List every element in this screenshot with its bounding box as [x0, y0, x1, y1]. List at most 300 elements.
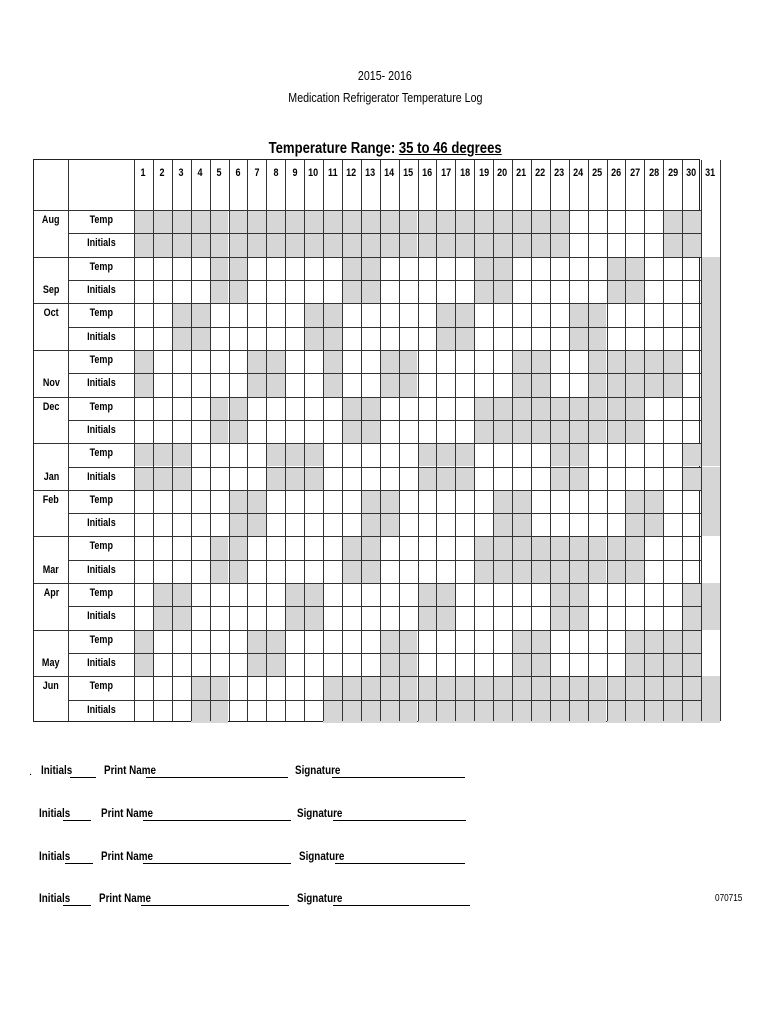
day-number: 26 [610, 167, 621, 179]
shaded-cell [380, 490, 399, 513]
initials-row-label: Initials [86, 657, 116, 670]
row-divider [68, 467, 701, 468]
initials-label: Initials [39, 849, 71, 863]
day-column-divider [210, 160, 211, 721]
shaded-cell [285, 443, 304, 466]
shaded-cell [304, 327, 323, 350]
shaded-cell [436, 233, 455, 256]
shaded-cell [153, 210, 172, 233]
shaded-cell [569, 536, 588, 559]
shaded-cell [474, 676, 493, 699]
day-column-divider [247, 160, 248, 721]
month-label: Sep [42, 283, 60, 296]
shaded-cell [701, 350, 720, 373]
shaded-cell [172, 606, 191, 629]
shaded-cell [512, 560, 531, 583]
shaded-cell [247, 630, 266, 653]
shaded-cell [436, 606, 455, 629]
shaded-cell [663, 700, 682, 723]
month-label: Dec [42, 400, 60, 413]
day-column-divider [399, 160, 400, 721]
shaded-cell [266, 373, 285, 396]
shaded-cell [323, 303, 342, 326]
shaded-cell [455, 676, 474, 699]
temp-row-label: Temp [89, 540, 113, 553]
temp-row-label: Temp [89, 587, 113, 600]
row-divider [68, 233, 701, 234]
shaded-cell [210, 280, 229, 303]
shaded-cell [682, 583, 701, 606]
day-number: 27 [629, 167, 640, 179]
range-prefix: Temperature Range: [268, 140, 399, 157]
shaded-cell [134, 443, 153, 466]
shaded-cell [418, 700, 437, 723]
shaded-cell [625, 560, 644, 583]
month-label: Nov [42, 377, 60, 390]
shaded-cell [342, 210, 361, 233]
shaded-cell [418, 676, 437, 699]
shaded-cell [625, 653, 644, 676]
shaded-cell [380, 676, 399, 699]
print-name-line[interactable] [143, 863, 291, 864]
shaded-cell [229, 257, 248, 280]
shaded-cell [531, 676, 550, 699]
shaded-cell [682, 676, 701, 699]
shaded-cell [191, 233, 210, 256]
shaded-cell [285, 467, 304, 490]
shaded-cell [229, 536, 248, 559]
shaded-cell [380, 513, 399, 536]
day-column-divider [342, 160, 343, 721]
temp-row-label: Temp [89, 307, 113, 320]
shaded-cell [342, 257, 361, 280]
day-column-divider [493, 160, 494, 721]
shaded-cell [380, 700, 399, 723]
shaded-cell [474, 257, 493, 280]
day-number: 19 [478, 167, 489, 179]
shaded-cell [361, 233, 380, 256]
shaded-cell [266, 653, 285, 676]
shaded-cell [436, 443, 455, 466]
day-column-divider [625, 160, 626, 721]
signature-line[interactable] [332, 777, 465, 778]
shaded-cell [361, 210, 380, 233]
shaded-cell [701, 397, 720, 420]
signature-row [0, 891, 770, 911]
shaded-cell [588, 560, 607, 583]
month-label: Feb [42, 493, 60, 506]
shaded-cell [229, 397, 248, 420]
shaded-cell [625, 490, 644, 513]
shaded-cell [682, 700, 701, 723]
day-column-divider [701, 160, 702, 721]
shaded-cell [701, 676, 720, 699]
shaded-cell [342, 420, 361, 443]
month-divider [34, 583, 701, 584]
shaded-cell [210, 420, 229, 443]
shaded-cell [474, 397, 493, 420]
shaded-cell [455, 700, 474, 723]
shaded-cell [380, 630, 399, 653]
shaded-cell [512, 630, 531, 653]
print-name-line[interactable] [146, 777, 288, 778]
initials-row-label: Initials [86, 237, 116, 250]
shaded-cell [172, 327, 191, 350]
shaded-cell [588, 303, 607, 326]
day-number: 17 [440, 167, 451, 179]
shaded-cell [682, 443, 701, 466]
initials-line[interactable] [65, 863, 93, 864]
shaded-cell [153, 467, 172, 490]
day-column-divider [569, 160, 570, 721]
shaded-cell [436, 303, 455, 326]
temp-row-label: Temp [89, 493, 113, 506]
month-label: Jun [42, 680, 60, 693]
day-number: 21 [516, 167, 527, 179]
month-divider [34, 536, 701, 537]
shaded-cell [304, 443, 323, 466]
shaded-cell [644, 490, 663, 513]
shaded-cell [569, 327, 588, 350]
day-column-divider [607, 160, 608, 721]
print-name-line[interactable] [141, 905, 289, 906]
shaded-cell [342, 280, 361, 303]
shaded-cell [418, 210, 437, 233]
day-column-divider [191, 160, 192, 721]
shaded-cell [625, 373, 644, 396]
day-column-divider [285, 160, 286, 721]
shaded-cell [134, 350, 153, 373]
day-column-divider [720, 160, 721, 721]
shaded-cell [569, 397, 588, 420]
shaded-cell [247, 350, 266, 373]
shaded-cell [474, 536, 493, 559]
shaded-cell [569, 443, 588, 466]
day-number: 2 [159, 167, 165, 179]
shaded-cell [512, 397, 531, 420]
day-column-divider [682, 160, 683, 721]
row-divider [68, 560, 701, 561]
shaded-cell [663, 630, 682, 653]
shaded-cell [323, 373, 342, 396]
day-column-divider [436, 160, 437, 721]
day-number: 9 [292, 167, 298, 179]
shaded-cell [607, 560, 626, 583]
shaded-cell [247, 210, 266, 233]
day-column-divider [304, 160, 305, 721]
shaded-cell [701, 257, 720, 280]
day-column-divider [172, 160, 173, 721]
shaded-cell [588, 700, 607, 723]
shaded-cell [512, 420, 531, 443]
print-name-line[interactable] [143, 820, 291, 821]
shaded-cell [323, 210, 342, 233]
shaded-cell [285, 233, 304, 256]
shaded-cell [625, 513, 644, 536]
day-number: 29 [667, 167, 678, 179]
print-name-label: Print Name [101, 806, 153, 820]
shaded-cell [380, 373, 399, 396]
shaded-cell [266, 467, 285, 490]
shaded-cell [361, 490, 380, 513]
month-divider [34, 443, 701, 444]
row-divider [68, 373, 701, 374]
shaded-cell [304, 583, 323, 606]
shaded-cell [531, 397, 550, 420]
shaded-cell [569, 467, 588, 490]
shaded-cell [550, 210, 569, 233]
day-number: 31 [705, 167, 716, 179]
day-column-divider [361, 160, 362, 721]
shaded-cell [474, 560, 493, 583]
shaded-cell [210, 560, 229, 583]
shaded-cell [474, 210, 493, 233]
shaded-cell [512, 210, 531, 233]
shaded-cell [361, 420, 380, 443]
shaded-cell [266, 233, 285, 256]
shaded-cell [323, 700, 342, 723]
shaded-cell [701, 513, 720, 536]
shaded-cell [210, 397, 229, 420]
shaded-cell [247, 513, 266, 536]
shaded-cell [625, 630, 644, 653]
shaded-cell [531, 350, 550, 373]
shaded-cell [285, 210, 304, 233]
shaded-cell [550, 583, 569, 606]
log-title: Medication Refrigerator Temperature Log [287, 90, 483, 105]
day-column-divider [266, 160, 267, 721]
shaded-cell [436, 327, 455, 350]
shaded-cell [493, 210, 512, 233]
shaded-cell [361, 280, 380, 303]
day-number: 4 [197, 167, 203, 179]
temp-row-label: Temp [89, 214, 113, 226]
day-column-divider [474, 160, 475, 721]
shaded-cell [172, 443, 191, 466]
signature-line[interactable] [333, 820, 466, 821]
shaded-cell [134, 467, 153, 490]
shaded-cell [474, 280, 493, 303]
row-divider [68, 606, 701, 607]
day-number: 6 [235, 167, 241, 179]
shaded-cell [304, 233, 323, 256]
day-number: 15 [403, 167, 414, 179]
shaded-cell [569, 583, 588, 606]
shaded-cell [550, 676, 569, 699]
month-divider [34, 350, 701, 351]
shaded-cell [455, 443, 474, 466]
shaded-cell [644, 350, 663, 373]
initials-row-label: Initials [86, 377, 116, 390]
shaded-cell [229, 210, 248, 233]
temp-row-label: Temp [89, 260, 113, 273]
shaded-cell [493, 397, 512, 420]
initials-row-label: Initials [86, 330, 116, 343]
month-divider [34, 630, 701, 631]
shaded-cell [550, 420, 569, 443]
day-column-divider [418, 160, 419, 721]
shaded-cell [493, 513, 512, 536]
month-label: Jan [43, 470, 59, 483]
shaded-cell [607, 420, 626, 443]
shaded-cell [304, 467, 323, 490]
shaded-cell [493, 257, 512, 280]
shaded-cell [361, 536, 380, 559]
shaded-cell [569, 606, 588, 629]
day-column-divider [588, 160, 589, 721]
day-column-divider [323, 160, 324, 721]
temp-row-label: Temp [89, 633, 113, 646]
shaded-cell [323, 233, 342, 256]
day-column-divider [455, 160, 456, 721]
shaded-cell [399, 630, 418, 653]
shaded-cell [361, 700, 380, 723]
day-number: 25 [592, 167, 603, 179]
signature-line[interactable] [333, 905, 470, 906]
shaded-cell [663, 373, 682, 396]
day-number: 8 [273, 167, 279, 179]
shaded-cell [512, 513, 531, 536]
shaded-cell [229, 560, 248, 583]
shaded-cell [153, 606, 172, 629]
shaded-cell [588, 536, 607, 559]
row-divider [68, 653, 701, 654]
month-divider [34, 676, 701, 677]
temp-row-label: Temp [89, 680, 113, 693]
shaded-cell [607, 280, 626, 303]
day-column-divider [153, 160, 154, 721]
signature-line[interactable] [335, 863, 465, 864]
shaded-cell [229, 490, 248, 513]
shaded-cell [663, 676, 682, 699]
shaded-cell [304, 606, 323, 629]
day-column-divider [550, 160, 551, 721]
shaded-cell [134, 210, 153, 233]
shaded-cell [380, 210, 399, 233]
day-column-divider [229, 160, 230, 721]
shaded-cell [210, 700, 229, 723]
print-name-label: Print Name [99, 891, 151, 905]
shaded-cell [210, 233, 229, 256]
shaded-cell [550, 560, 569, 583]
day-number: 10 [308, 167, 319, 179]
day-number: 5 [216, 167, 222, 179]
shaded-cell [380, 233, 399, 256]
day-number: 30 [686, 167, 697, 179]
initials-line[interactable] [63, 820, 91, 821]
signature-label: Signature [297, 891, 343, 905]
shaded-cell [607, 350, 626, 373]
row-divider [68, 280, 701, 281]
shaded-cell [531, 700, 550, 723]
shaded-cell [644, 653, 663, 676]
shaded-cell [644, 513, 663, 536]
shaded-cell [569, 676, 588, 699]
shaded-cell [682, 467, 701, 490]
shaded-cell [191, 210, 210, 233]
row-divider [68, 420, 701, 421]
shaded-cell [701, 467, 720, 490]
signature-label: Signature [295, 763, 341, 777]
shaded-cell [134, 630, 153, 653]
shaded-cell [701, 443, 720, 466]
shaded-cell [588, 373, 607, 396]
month-label: Aug [42, 214, 60, 226]
day-number: 20 [497, 167, 508, 179]
initials-line[interactable] [63, 905, 91, 906]
shaded-cell [399, 653, 418, 676]
shaded-cell [682, 606, 701, 629]
shaded-cell [625, 280, 644, 303]
shaded-cell [134, 373, 153, 396]
month-label: May [42, 657, 60, 670]
shaded-cell [493, 233, 512, 256]
shaded-cell [266, 210, 285, 233]
shaded-cell [380, 653, 399, 676]
shaded-cell [550, 233, 569, 256]
shaded-cell [418, 583, 437, 606]
day-column-divider [644, 160, 645, 721]
column-divider [134, 160, 135, 721]
day-number: 3 [178, 167, 184, 179]
shaded-cell [229, 420, 248, 443]
shaded-cell [607, 373, 626, 396]
shaded-cell [531, 210, 550, 233]
shaded-cell [418, 606, 437, 629]
shaded-cell [285, 583, 304, 606]
shaded-cell [342, 700, 361, 723]
shaded-cell [663, 350, 682, 373]
shaded-cell [153, 583, 172, 606]
shaded-cell [588, 397, 607, 420]
shaded-cell [399, 373, 418, 396]
shaded-cell [644, 700, 663, 723]
shaded-cell [436, 210, 455, 233]
shaded-cell [588, 327, 607, 350]
shaded-cell [418, 443, 437, 466]
shaded-cell [531, 630, 550, 653]
shaded-cell [701, 327, 720, 350]
shaded-cell [550, 397, 569, 420]
initials-line[interactable] [70, 777, 96, 778]
shaded-cell [550, 606, 569, 629]
shaded-cell [644, 630, 663, 653]
signature-label: Signature [299, 849, 345, 863]
shaded-cell [663, 233, 682, 256]
shaded-cell [607, 536, 626, 559]
shaded-cell [455, 327, 474, 350]
shaded-cell [493, 420, 512, 443]
shaded-cell [455, 467, 474, 490]
shaded-cell [474, 420, 493, 443]
shaded-cell [172, 210, 191, 233]
day-number: 28 [648, 167, 659, 179]
shaded-cell [210, 257, 229, 280]
shaded-cell [172, 583, 191, 606]
shaded-cell [493, 700, 512, 723]
range-value: 35 to 46 degrees [398, 140, 502, 157]
shaded-cell [172, 233, 191, 256]
shaded-cell [247, 653, 266, 676]
signature-row [0, 849, 770, 869]
shaded-cell [266, 350, 285, 373]
shaded-cell [588, 420, 607, 443]
shaded-cell [455, 233, 474, 256]
shaded-cell [625, 350, 644, 373]
shaded-cell [342, 560, 361, 583]
print-name-label: Print Name [101, 849, 153, 863]
initials-row-label: Initials [86, 470, 116, 483]
